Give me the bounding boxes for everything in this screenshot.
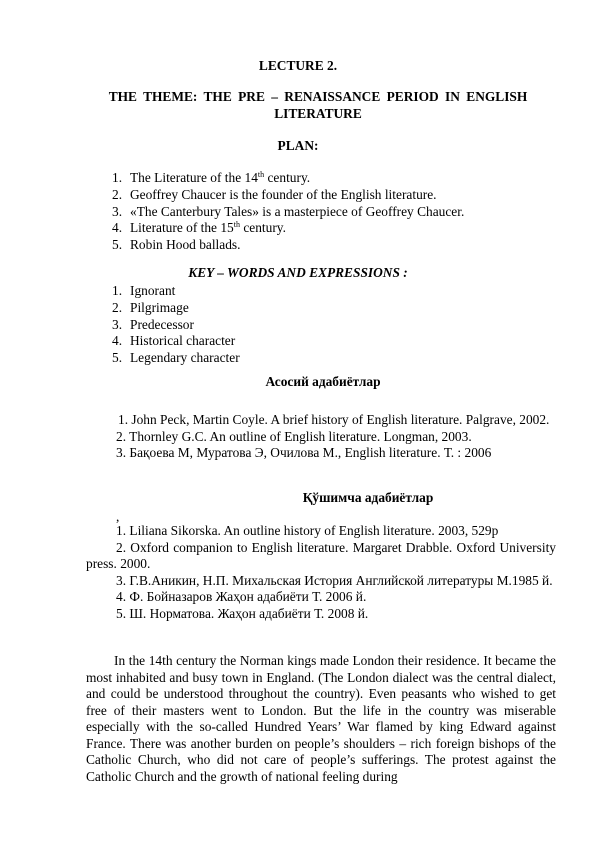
- plan-item-text: The Literature of the 14: [130, 170, 258, 185]
- keyword-number: 2.: [112, 299, 123, 315]
- plan-item-text: Robin Hood ballads.: [130, 237, 241, 253]
- keyword-text: Pilgrimage: [130, 299, 189, 315]
- stray-comma: ,: [116, 509, 120, 524]
- plan-heading: PLAN:: [277, 138, 319, 153]
- main-references-heading: Асосий адабиётлар: [265, 374, 381, 389]
- plan-item: [112, 220, 464, 237]
- keyword-text: Legendary character: [130, 350, 240, 366]
- plan-item-text: Geoffrey Chaucer is the founder of the English literature.: [130, 186, 437, 202]
- plan-item: [112, 170, 464, 187]
- lecture-theme: THE THEME: THE PRE – RENAISSANCE PERIOD IN ENGLISH LITERATURE: [108, 89, 528, 121]
- main-references-list: [86, 412, 556, 462]
- plan-item-number: 2.: [112, 186, 123, 202]
- plan-item: [112, 187, 464, 204]
- extra-references-heading: Қўшимча адабиётлар: [302, 490, 434, 505]
- plan-item-text: Literature of the 15: [130, 220, 234, 236]
- keyword-number: 3.: [112, 316, 123, 332]
- plan-item-text: «The Canterbury Tales» is a masterpiece of Geoffrey Chaucer.: [130, 203, 465, 219]
- plan-item-tail: century.: [239, 220, 286, 236]
- keywords-heading: KEY – WORDS AND EXPRESSIONS :: [188, 265, 408, 280]
- keyword-number: 4.: [112, 333, 123, 349]
- plan-item-number: 3.: [112, 203, 123, 219]
- keywords-list: [112, 283, 240, 367]
- reference-item: 4. Ф. Бойназаров Жаҳон адабиёти Т. 2006 й.: [116, 589, 367, 604]
- plan-item-sup: th: [257, 170, 265, 179]
- keyword-item: [112, 300, 240, 317]
- lecture-title: LECTURE 2.: [258, 58, 338, 73]
- extra-references-list: [86, 523, 556, 622]
- reference-item: 2. Oxford companion to English literature. Margaret Drabble. Oxford University press. 2000.: [86, 539, 556, 571]
- reference-item: 1. John Peck, Martin Coyle. A brief history of English literature. Palgrave, 2002.: [118, 412, 550, 427]
- plan-item: [112, 237, 464, 254]
- plan-item: [112, 204, 464, 221]
- keyword-text: Predecessor: [130, 316, 194, 332]
- reference-item: 2. Thornley G.C. An outline of English literature. Longman, 2003.: [116, 428, 472, 444]
- reference-item: 5. Ш. Норматова. Жаҳон адабиёти Т. 2008 й.: [116, 605, 369, 621]
- plan-item-number: 5.: [112, 237, 123, 253]
- keyword-number: 1.: [112, 283, 123, 298]
- reference-item: 1. Liliana Sikorska. An outline history of English literature. 2003, 529p: [116, 523, 499, 538]
- body-paragraph: In the 14th century the Norman kings made London their residence. It became the most inhabited and busy town in England. (The London dialect was the central dialect, and could be understood throughout the country). Even peasants who wished to get free of their masters went to London. But the life in the country was miserable especially with the so-called Hundred Years’ War flamed by king Edward against France. There was another burden on people’s shoulders – rich foreign bishops of the Catholic Church, who did not care of people’s sufferings. The protest against the Catholic Church and the growth of national feeling during: [86, 653, 556, 784]
- keyword-number: 5.: [112, 350, 123, 366]
- keyword-text: Historical character: [130, 333, 236, 349]
- keyword-item: [112, 333, 240, 350]
- reference-item: 3. Бақоева М, Муратова Э, Очилова М., English literature. Т. : 2006: [116, 445, 492, 460]
- plan-item-number: 1.: [112, 170, 123, 185]
- keyword-item: [112, 317, 240, 334]
- reference-item: 3. Г.В.Аникин, Н.П. Михальская История Английской литературы М.1985 й.: [116, 572, 553, 588]
- plan-item-tail: century.: [264, 170, 311, 185]
- keyword-text: Ignorant: [130, 283, 176, 298]
- plan-list: [112, 170, 464, 254]
- plan-item-number: 4.: [112, 220, 123, 236]
- plan-item-sup: th: [233, 220, 240, 230]
- keyword-item: [112, 283, 240, 300]
- keyword-item: [112, 350, 240, 367]
